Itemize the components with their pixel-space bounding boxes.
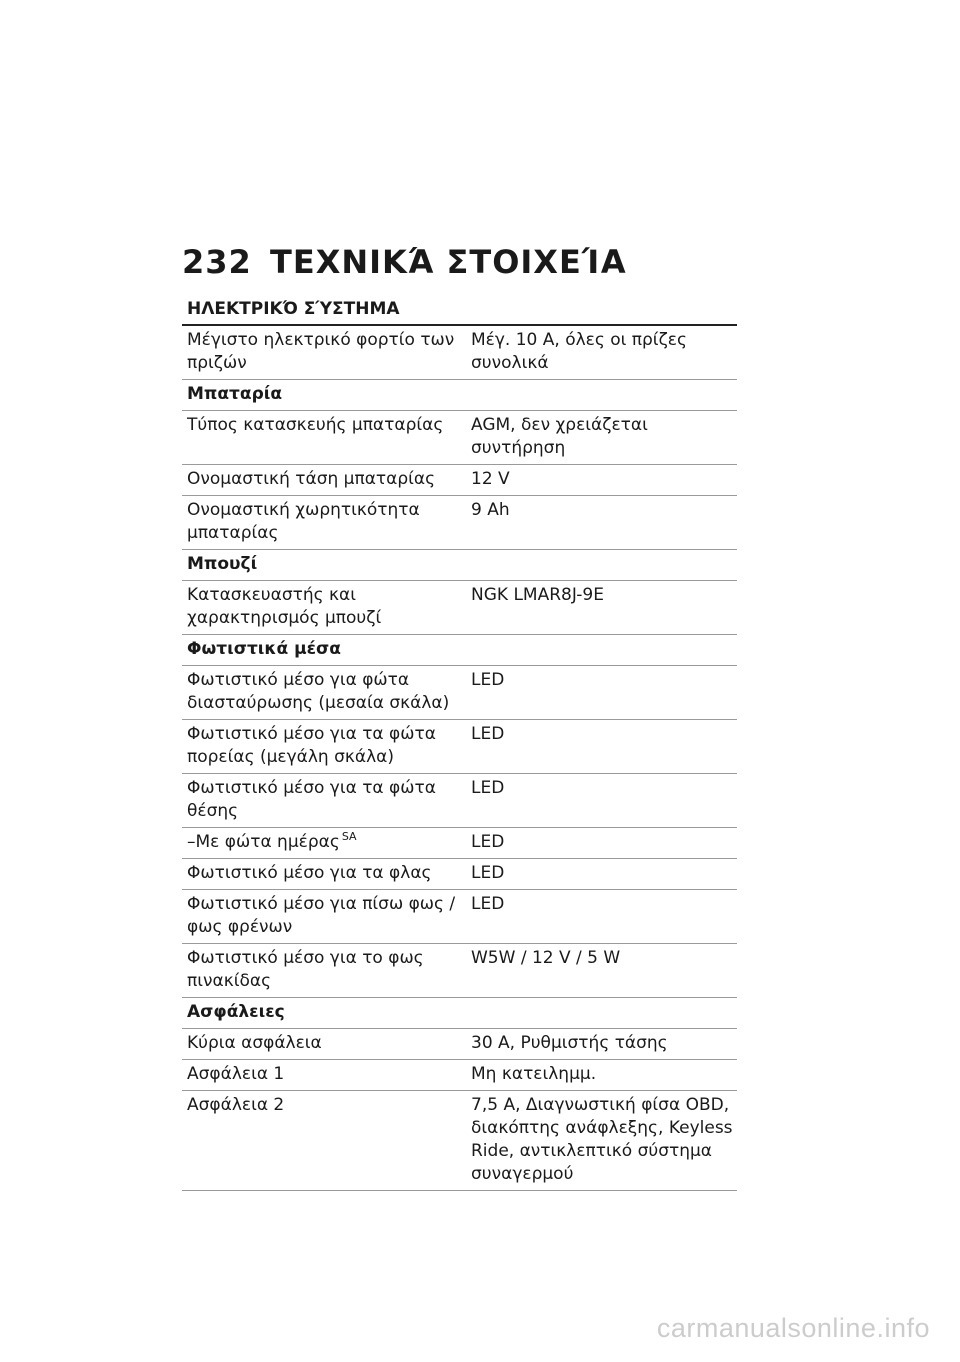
spec-label: Ονομαστική τάση μπαταρίας	[187, 469, 436, 489]
chapter-title: ΤΕΧΝΙΚΆ ΣΤΟΙΧΕΊΑ	[270, 243, 627, 281]
specs-table	[182, 326, 737, 1191]
table-row	[182, 496, 737, 550]
spec-label-cell	[182, 581, 463, 635]
spec-value: LED	[463, 859, 737, 890]
table-row	[182, 720, 737, 774]
spec-label-cell	[182, 1091, 463, 1191]
spec-label: Φωτιστικό μέσο για τα φώτα θέσης	[187, 778, 436, 821]
spec-label: Κύρια ασφάλεια	[187, 1033, 322, 1053]
table-row	[182, 890, 737, 944]
spec-value: LED	[463, 666, 737, 720]
group-heading: Φωτιστικά μέσα	[182, 635, 737, 666]
table-row	[182, 1029, 737, 1060]
spec-label-cell	[182, 465, 463, 496]
spec-value: Μη κατειλημμ.	[463, 1060, 737, 1091]
spec-value: LED	[463, 774, 737, 828]
table-row	[182, 774, 737, 828]
spec-value: NGK LMAR8J-9E	[463, 581, 737, 635]
spec-label: Ασφάλεια 2	[187, 1095, 285, 1115]
spec-value: LED	[463, 828, 737, 859]
electrical-system-section	[182, 298, 737, 1191]
group-row	[182, 998, 737, 1029]
spec-value: Μέγ. 10 A, όλες οι πρίζες συνολικά	[463, 326, 737, 380]
table-row	[182, 666, 737, 720]
spec-value: 7,5 A, Διαγνωστική φίσα OBD, διακόπτης ανάφλεξης, Keyless Ride, αντικλεπτικό σύστημα συναγερμού	[463, 1091, 737, 1191]
option-marker: SA	[341, 830, 357, 843]
spec-value: LED	[463, 720, 737, 774]
group-row	[182, 635, 737, 666]
spec-label: Κατασκευαστής και χαρακτηρισμός μπουζί	[187, 585, 382, 628]
table-row	[182, 411, 737, 465]
spec-label-cell	[182, 720, 463, 774]
spec-label: Φωτιστικό μέσο για τα φώτα πορείας (μεγάλη σκάλα)	[187, 724, 436, 767]
table-row	[182, 326, 737, 380]
spec-label-cell	[182, 890, 463, 944]
spec-label: Ασφάλεια 1	[187, 1064, 285, 1084]
spec-label-cell	[182, 828, 463, 859]
spec-label: –Με φώτα ημέρας	[187, 832, 340, 852]
spec-label: Τύπος κατασκευής μπαταρίας	[187, 415, 444, 435]
spec-label: Μέγιστο ηλεκτρικό φορτίο των πριζών	[187, 330, 455, 373]
group-row	[182, 380, 737, 411]
spec-label: Φωτιστικό μέσο για τα φλας	[187, 863, 432, 883]
spec-label-cell	[182, 411, 463, 465]
page-header	[182, 243, 627, 281]
spec-value: LED	[463, 890, 737, 944]
table-row	[182, 1060, 737, 1091]
spec-label-cell	[182, 1029, 463, 1060]
spec-label: Φωτιστικό μέσο για φώτα διασταύρωσης (μεσαία σκάλα)	[187, 670, 450, 713]
watermark: carmanualsonline.info	[656, 1313, 930, 1343]
table-row	[182, 581, 737, 635]
spec-value: AGM, δεν χρειάζεται συντήρηση	[463, 411, 737, 465]
section-title: ΗΛΕΚΤΡΙΚΌ ΣΎΣΤΗΜΑ	[182, 298, 737, 326]
spec-label-cell	[182, 944, 463, 998]
spec-label-cell	[182, 1060, 463, 1091]
spec-label: Φωτιστικό μέσο για το φως πινακίδας	[187, 948, 424, 991]
spec-label-cell	[182, 496, 463, 550]
table-row	[182, 859, 737, 890]
table-row	[182, 465, 737, 496]
spec-label-cell	[182, 774, 463, 828]
page-number: 232	[182, 243, 252, 281]
group-row	[182, 550, 737, 581]
table-row	[182, 944, 737, 998]
spec-label-cell	[182, 666, 463, 720]
spec-label: Φωτιστικό μέσο για πίσω φως / φως φρένων	[187, 894, 456, 937]
group-heading: Ασφάλειες	[182, 998, 737, 1029]
spec-label: Ονομαστική χωρητικότητα μπαταρίας	[187, 500, 420, 543]
spec-value: 30 A, Ρυθμιστής τάσης	[463, 1029, 737, 1060]
spec-value: W5W / 12 V / 5 W	[463, 944, 737, 998]
spec-value: 9 Ah	[463, 496, 737, 550]
spec-value: 12 V	[463, 465, 737, 496]
table-row	[182, 828, 737, 859]
group-heading: Μπαταρία	[182, 380, 737, 411]
spec-label-cell	[182, 859, 463, 890]
group-heading: Μπουζί	[182, 550, 737, 581]
table-row	[182, 1091, 737, 1191]
spec-label-cell	[182, 326, 463, 380]
